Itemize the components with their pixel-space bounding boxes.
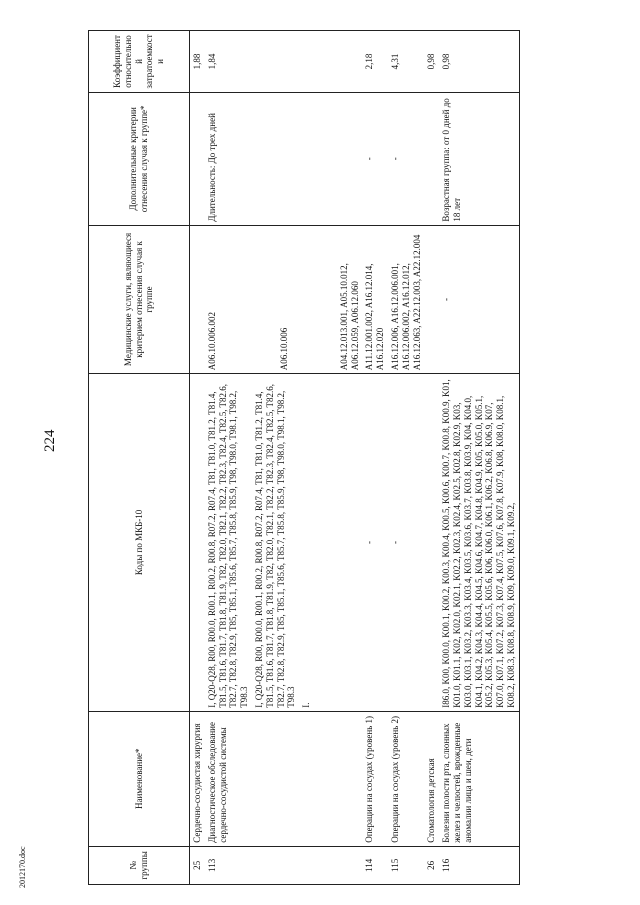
rotated-table-container [88,30,633,885]
row-services [424,225,439,374]
row-criteria: - [362,92,388,225]
header-icd-codes: Коды по МКБ-10 [89,374,190,712]
table-row [439,31,519,885]
header-additional-criteria: Дополнительные критерии отнесения случая к группе* [89,92,190,225]
table-row [388,31,424,885]
row-number: 116 [439,846,519,884]
row-criteria: Длительность: До трех дней [205,92,363,225]
table-header-row [89,31,190,885]
row-name: Болезни полости рта, слюнных желез и челюстей, врожденные аномалии лица и шеи, дети [439,711,519,846]
row-name: Операции на сосудах (уровень 2) [388,711,424,846]
header-group-number: № группы [89,846,190,884]
row-coefficient: 1,84 [205,31,363,93]
services-block-2: A06.10.006 [278,327,289,371]
row-number: 114 [362,846,388,884]
row-coefficient: 1,88 [190,31,205,93]
row-name: Операции на сосудах (уровень 1) [362,711,388,846]
services-block-3: A04.12.013.001, A05.10.012, A06.12.059, A06.12.060 [338,263,360,371]
row-number: 26 [424,846,439,884]
header-name: Наименование* [89,711,190,846]
row-name: Стоматология детская [424,711,439,846]
row-criteria [190,92,205,225]
group-table [88,30,520,885]
row-codes [424,374,439,712]
header-coefficient: Коэффициент относительной затратоемкости [89,31,190,93]
table-row [190,31,205,885]
services-block-1: A06.10.006.002 [206,311,217,371]
table-row [362,31,388,885]
codes-block-3: I. [301,702,312,708]
row-coefficient: 4,31 [388,31,424,93]
header-medical-services: Медицинские услуги, являющиеся критерием отнесения случая к группе [89,225,190,374]
table-row [205,31,363,885]
row-codes [205,374,363,712]
row-name: Сердечно-сосудистая хирургия [190,711,205,846]
footer-filename: 2012170.doc [18,846,27,888]
row-services: A16.12.006, A16.12.006.001, A16.12.006.002, A16.12.012, A16.12.063, A22.12.003, A22.12.004 [388,225,424,374]
codes-block-2: I, Q20-Q28, R00, R00.0, R00.1, R00.2, R00.8, R07.2, R07.4, T81, T81.0, T81.2, T81.4, T81.5, T81.6, T81.7, T81.8, T81.9, T82, T82.0, T82.1, T82.2, T82.3, T82.4, T82.5, T82.6, T82.7, T82.8, T82.9, T85, T85.1, T85.6, T85.7, T85.8, T85.9, T98, T98.0, T98.1, T98.2, T98.3 [253,383,297,708]
row-codes [190,374,205,712]
row-number: 25 [190,846,205,884]
row-criteria [424,92,439,225]
row-coefficient: 0,98 [439,31,519,93]
row-number: 113 [205,846,363,884]
row-codes: I86.0, K00, K00.0, K00.1, K00.2, K00.3, K00.4, K00.5, K00.6, K00.7, K00.8, K00.9, K01, K01.0, K01.1, K02, K02.0, K02.1, K02.2, K02.3, K02.4, K02.5, K02.8, K02.9, K03, K03.0, K03.1, K03.2, K03.3, K03.4, K03.5, K03.6, K03.7, K03.8, K03.9, K04, K04.0, K04.1, K04.2, K04.3, K04.4, K04.5, K04.6, K04.7, K04.8, K04.9, K05, K05.0, K05.1, K05.2, K05.3, K05.4, K05.5, K05.6, K06, K06.0, K06.1, K06.2, K06.8, K06.9, K07, K07.0, K07.1, K07.2, K07.3, K07.4, K07.5, K07.6, K07.8, K07.9, K08, K08.0, K08.1, K08.2, K08.3, K08.8, K08.9, K09, K09.0, K09.1, K09.2, [439,374,519,712]
table-row [424,31,439,885]
row-services [190,225,205,374]
row-criteria: - [388,92,424,225]
row-codes: - [362,374,388,712]
row-codes: - [388,374,424,712]
row-criteria: Возрастная группа: от 0 дней до 18 лет [439,92,519,225]
row-services [205,225,363,374]
row-coefficient: 0,98 [424,31,439,93]
row-services: - [439,225,519,374]
page-number: 224 [42,429,58,452]
row-name: Диагностическое обследование сердечно-сосудистой системы [205,711,363,846]
codes-block-1: I, Q20-Q28, R00, R00.0, R00.1, R00.2, R00.8, R07.2, R07.4, T81, T81.0, T81.2, T81.4, T81.5, T81.6, T81.7, T81.8, T81.9, T82, T82.0, T82.1, T82.2, T82.3, T82.4, T82.5, T82.6, T82.7, T82.8, T82.9, T85, T85.1, T85.6, T85.7, T85.8, T85.9, T98, T98.0, T98.1, T98.2, T98.3 [206,383,250,708]
row-services: A11.12.001.002, A16.12.014, A16.12.020 [362,225,388,374]
row-number: 115 [388,846,424,884]
row-coefficient: 2,18 [362,31,388,93]
